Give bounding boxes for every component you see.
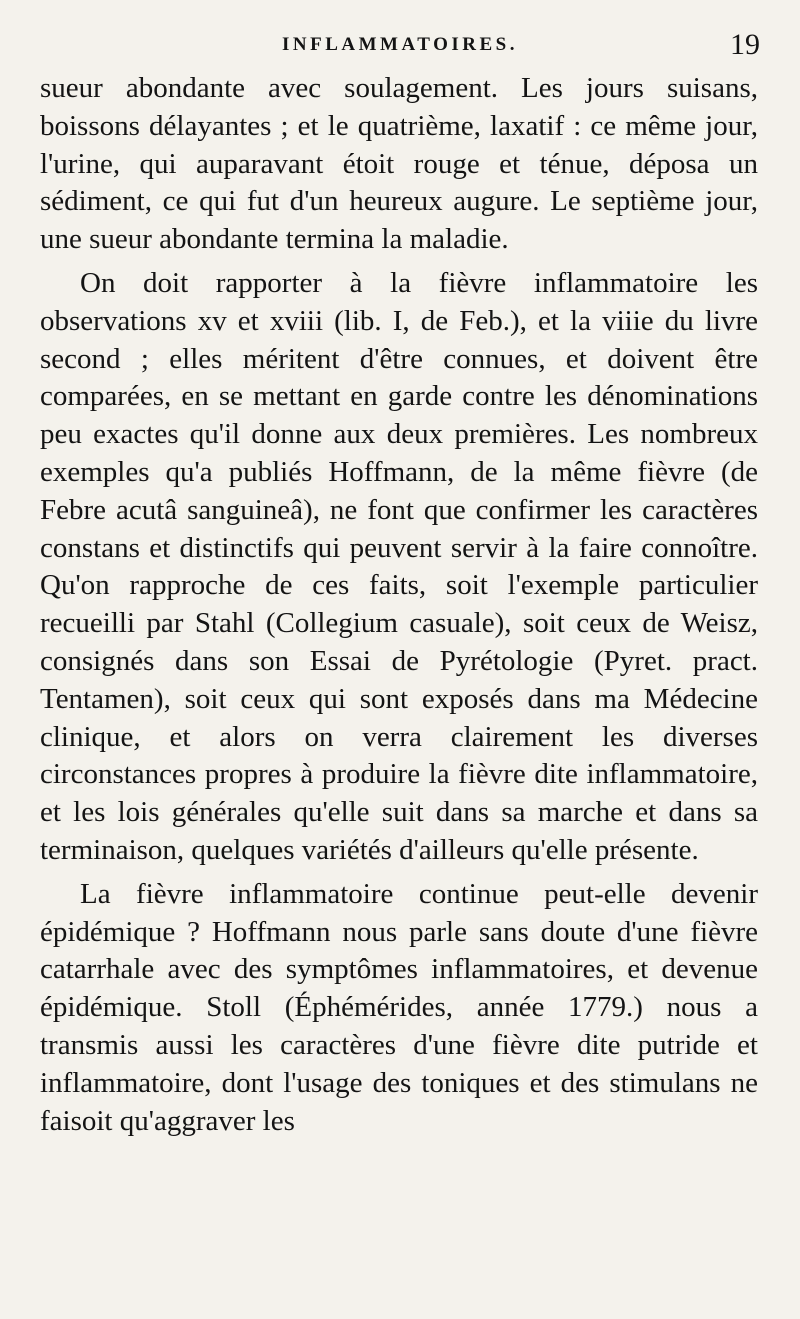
paragraph-continuation: sueur abondante avec soulagement. Les jours suisans, boissons délayantes ; et le quatrième, laxatif : ce même jour, l'urine, qui auparavant étoit rouge et ténue, déposa un sédiment, ce qui fut d'un heureux augure. Le septième jour, une sueur abondante termina la maladie. bbox=[40, 72, 758, 256]
body-text bbox=[40, 70, 758, 1146]
running-head bbox=[40, 28, 760, 68]
paragraph-observations: On doit rapporter à la fièvre inflammatoire les observations xv et xviii (lib. I, de Feb.), et la viiie du livre second ; elles méritent d'être connues, et doivent être comparées, en se mettant en garde contre les dénominations peu exactes qu'il donne aux deux premières. Les nombreux exemples qu'a publiés Hoffmann, de la même fièvre (de Febre acutâ sanguineâ), ne font que confirmer les caractères constans et distinctifs qui peuvent servir à la faire connoître. Qu'on rapproche de ces faits, soit l'exemple particulier recueilli par Stahl (Collegium casuale), soit ceux de Weisz, consignés dans son Essai de Pyrétologie (Pyret. pract. Tentamen), soit ceux qui sont exposés dans ma Médecine clinique, et alors on verra clairement les diverses circonstances propres à produire la fièvre dite inflammatoire, et les lois générales qu'elle suit dans sa marche et dans sa terminaison, quelques variétés d'ailleurs qu'elle présente. bbox=[40, 266, 758, 866]
running-title: INFLAMMATOIRES. bbox=[281, 34, 518, 55]
page-number: 19 bbox=[730, 28, 760, 61]
paragraph-epidemic: La fièvre inflammatoire continue peut-elle devenir épidémique ? Hoffmann nous parle sans doute d'une fièvre catarrhale avec des symptômes inflammatoires, et devenue épidémique. Stoll (Éphémérides, année 1779.) nous a transmis aussi les caractères d'une fièvre dite putride et inflammatoire, dont l'usage des toniques et des stimulans ne faisoit qu'aggraver les bbox=[40, 877, 758, 1137]
